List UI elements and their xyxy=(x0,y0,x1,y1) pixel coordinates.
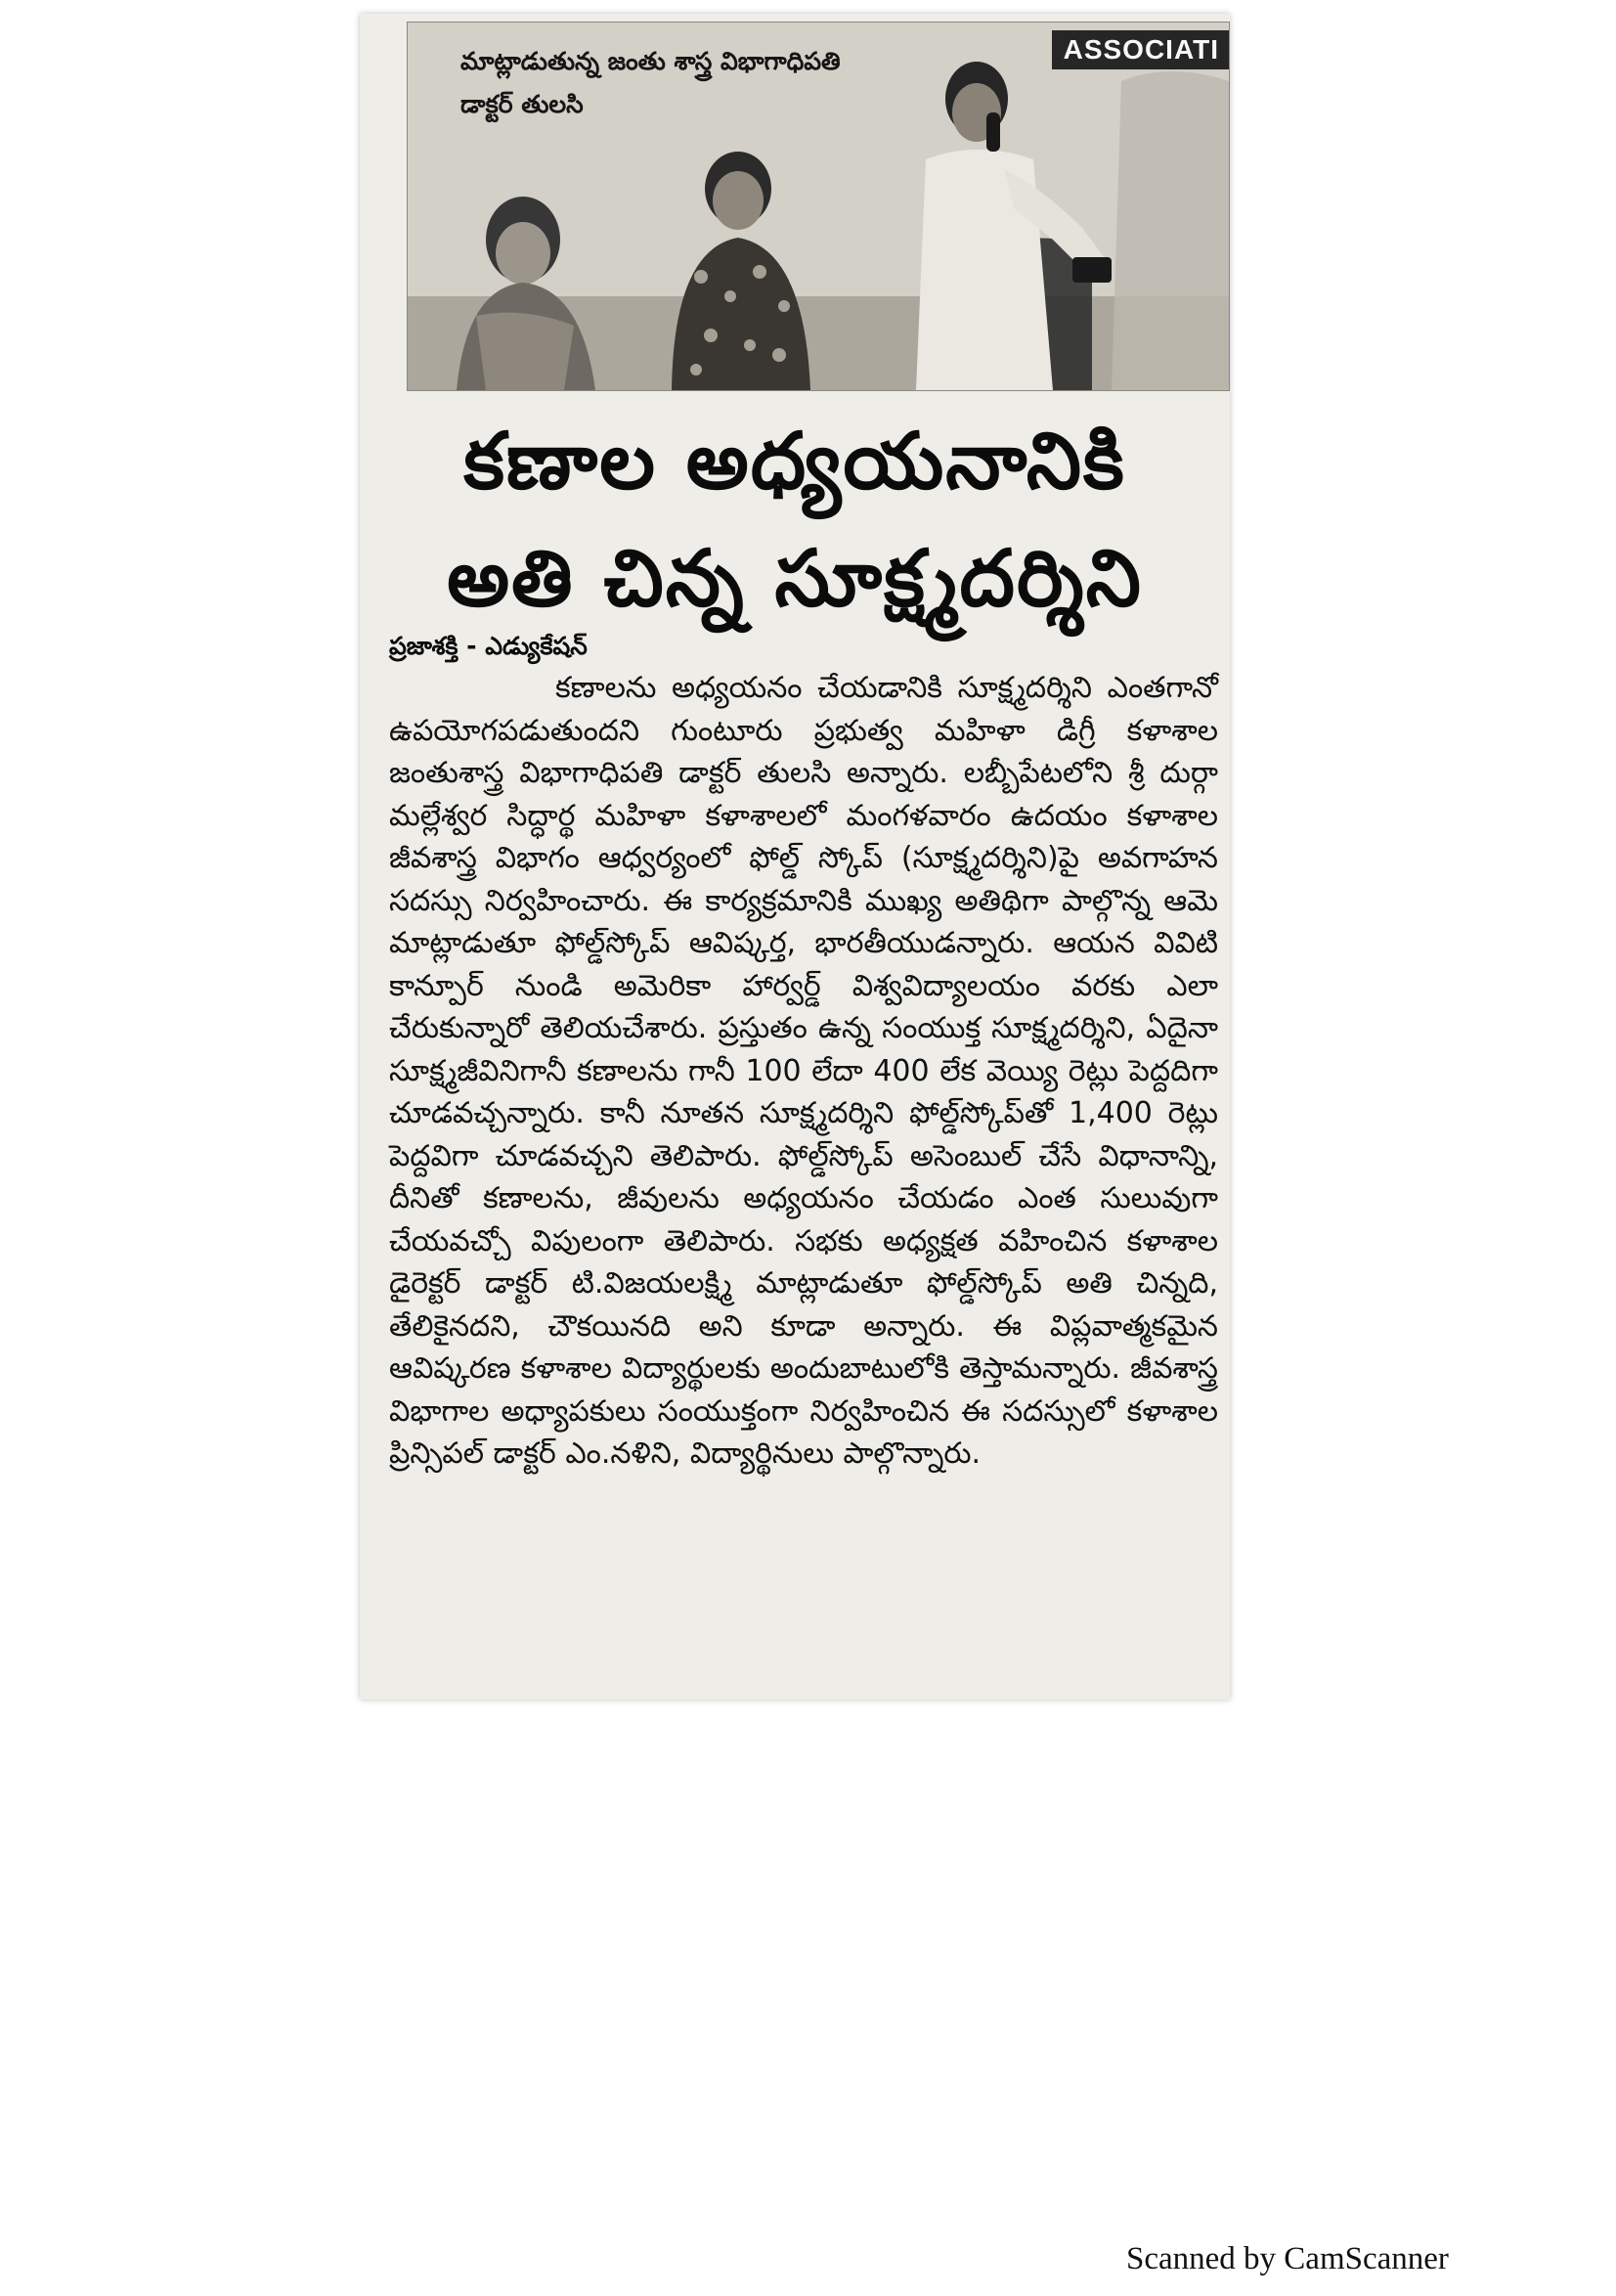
headline-line-1: కణాల అధ్యయనానికి xyxy=(463,416,1126,507)
news-photo xyxy=(407,22,1230,391)
headline-line-2: అతి చిన్న సూక్ష్మదర్శిని xyxy=(447,533,1143,624)
scanner-watermark: Scanned by CamScanner xyxy=(1126,2241,1449,2276)
article-body: కణాలను అధ్యయనం చేయడానికి సూక్ష్మదర్శిని ఎంతగానో ఉపయోగపడుతుందని గుంటూరు ప్రభుత్వ మహిళా డిగ్రీ కళాశాల జంతుశాస్త్ర విభాగాధిపతి డాక్టర్ తులసి అన్నారు. లబ్బీపేటలోని శ్రీ దుర్గా మల్లేశ్వర సిద్ధార్థ మహిళా కళాశాలలో మంగళవారం ఉదయం కళాశాల జీవశాస్త్ర విభాగం ఆధ్వర్యంలో ఫోల్డ్ స్కోప్ (సూక్ష్మదర్శిని)పై అవగాహన సదస్సు నిర్వహించారు. ఈ కార్యక్రమానికి ముఖ్య అతిథిగా పాల్గొన్న ఆమె మాట్లాడుతూ ఫోల్డ్‌స్కోప్ ఆవిష్కర్త, భారతీయుడన్నారు. ఆయన వివిటి కాన్పూర్ నుండి అమెరికా హార్వర్డ్ విశ్వవిద్యాలయం వరకు ఎలా చేరుకున్నారో తెలియచేశారు. ప్రస్తుతం ఉన్న సంయుక్త సూక్ష్మదర్శిని, ఏదైనా సూక్ష్మజీవినిగానీ కణాలను గానీ 100 లేదా 400 లేక వెయ్యి రెట్లు పెద్దదిగా చూడవచ్చన్నారు. కానీ నూతన సూక్ష్మదర్శిని ఫోల్డ్‌స్కోప్‌తో 1,400 రెట్లు పెద్దవిగా చూడవచ్చని తెలిపారు. ఫోల్డ్‌స్కోప్ అసెంబుల్ చేసే విధానాన్ని, దీనితో కణాలను, జీవులను అధ్యయనం చేయడం ఎంత సులువుగా చేయవచ్చో విపులంగా తెలిపారు. సభకు అధ్యక్షత వహించిన కళాశాల డైరెక్టర్ డాక్టర్ టి.విజయలక్ష్మి మాట్లాడుతూ ఫోల్డ్‌స్కోప్ అతి చిన్నది, తేలికైనదని, చౌకయినది అని కూడా అన్నారు. ఈ విప్లవాత్మకమైన ఆవిష్కరణ కళాశాల విద్యార్థులకు అందుబాటులోకి తెస్తామన్నారు. జీవశాస్త్ర విభాగాల అధ్యాపకులు సంయుక్తంగా నిర్వహించిన ఈ సదస్సులో కళాశాల ప్రిన్సిపల్ డాక్టర్ ఎం.నళిని, విద్యార్థినులు పాల్గొన్నారు. xyxy=(389,671,1218,1471)
dateline: ప్రజాశక్తి - ఎడ్యుకేషన్ xyxy=(389,632,588,660)
banner-text: ASSOCIATI xyxy=(1052,30,1229,69)
newspaper-clipping xyxy=(360,14,1230,1700)
headline xyxy=(360,403,1230,638)
photo-caption: మాట్లాడుతున్న జంతు శాస్త్ర విభాగాధిపతి డాక్టర్ తులసి xyxy=(460,47,841,118)
